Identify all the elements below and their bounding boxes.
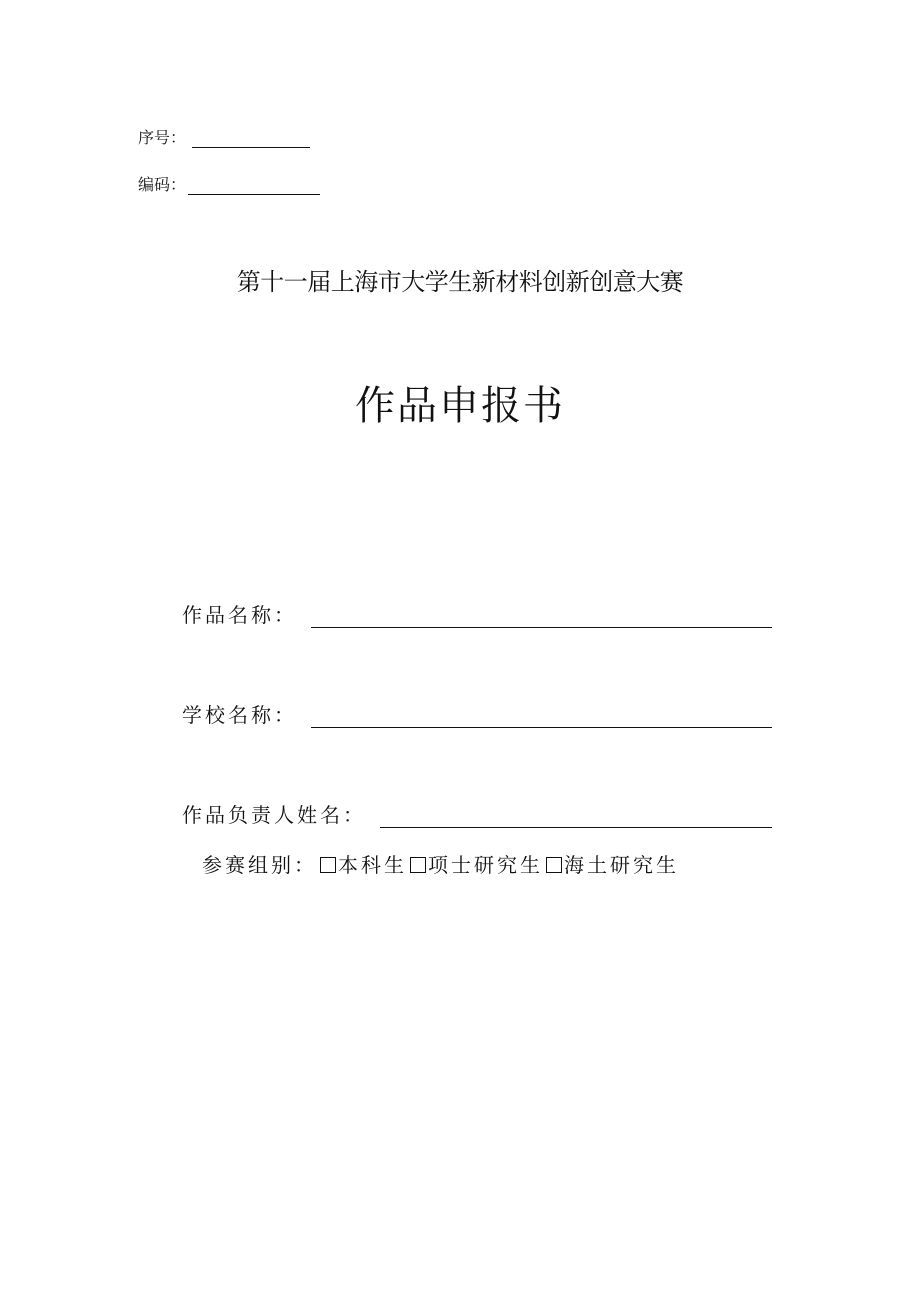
work-name-field [182, 602, 772, 628]
option-master-label: 项士研究生 [428, 853, 543, 877]
checkbox-doctoral[interactable] [546, 857, 562, 873]
document-title: 作品申报书 [355, 383, 565, 429]
code-label: 编码： [138, 175, 187, 194]
school-name-field [182, 702, 772, 728]
work-name-label: 作品名称： [182, 603, 297, 627]
competition-group-label: 参赛组别： [202, 853, 317, 877]
serial-number-label: 序号： [138, 128, 187, 147]
code-field [138, 175, 320, 195]
work-name-blank[interactable] [311, 605, 772, 628]
leader-name-label: 作品负责人姓名： [182, 803, 366, 827]
school-name-blank[interactable] [311, 705, 772, 728]
leader-name-field [182, 802, 772, 828]
leader-name-blank[interactable] [380, 805, 772, 828]
serial-number-field [138, 128, 310, 148]
option-undergraduate-label: 本科生 [338, 853, 407, 877]
checkbox-undergraduate[interactable] [320, 857, 336, 873]
competition-group-row [202, 852, 679, 878]
checkbox-master[interactable] [410, 857, 426, 873]
contest-title: 第十一届上海市大学生新材料创新创意大赛 [236, 268, 684, 296]
school-name-label: 学校名称： [182, 703, 297, 727]
serial-number-blank[interactable] [192, 129, 310, 148]
option-doctoral-label: 海土研究生 [564, 853, 679, 877]
code-blank[interactable] [188, 176, 320, 195]
